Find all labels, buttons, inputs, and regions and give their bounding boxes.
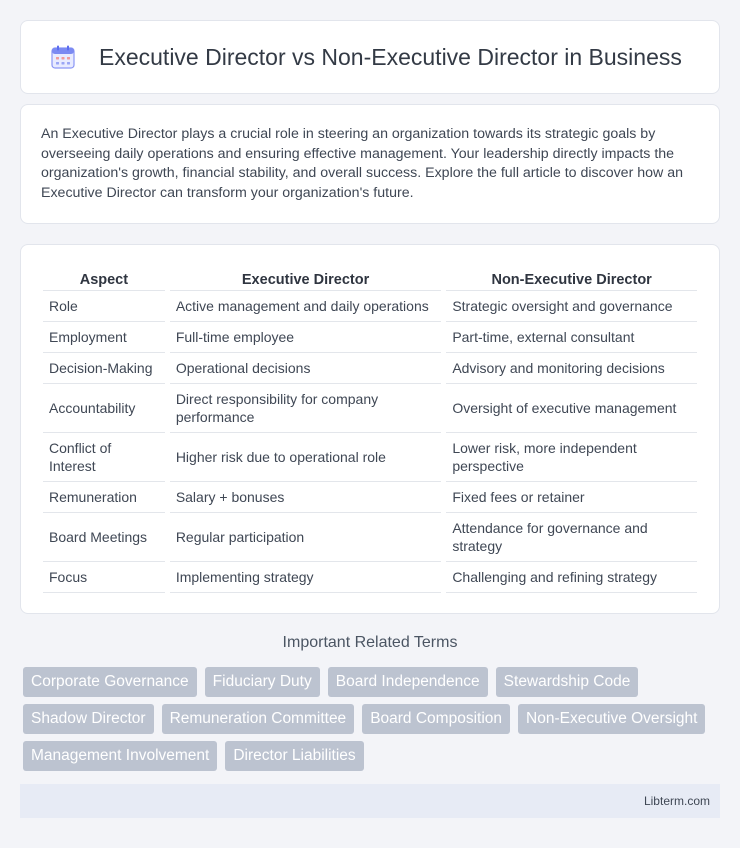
tag-row <box>23 667 723 697</box>
header-card <box>20 20 720 94</box>
row-executive: Direct responsibility for company performance <box>170 384 442 433</box>
row-non-executive: Lower risk, more independent perspective <box>446 433 697 482</box>
intro-text: An Executive Director plays a crucial role in steering an organization towards its strategic goals by overseeing daily operations and ensuring effective management. Your leadership directly impacts the organization's growth, financial stability, and overall success. Explore the full article to discover how an Executive Director can transform your organization's future. <box>41 126 683 201</box>
table-row <box>43 562 697 593</box>
table-row <box>43 482 697 513</box>
tag-stewardship-code[interactable]: Stewardship Code <box>496 667 639 697</box>
table-row <box>43 353 697 384</box>
intro-card <box>20 104 720 224</box>
tag-shadow-director[interactable]: Shadow Director <box>23 704 154 734</box>
table-row <box>43 513 697 562</box>
row-non-executive: Challenging and refining strategy <box>446 562 697 593</box>
row-aspect: Focus <box>43 562 165 593</box>
row-non-executive: Strategic oversight and governance <box>446 291 697 322</box>
row-aspect: Accountability <box>43 384 165 433</box>
comparison-table <box>38 265 702 593</box>
row-executive: Active management and daily operations <box>170 291 442 322</box>
tag-management-involvement[interactable]: Management Involvement <box>23 741 217 771</box>
tag-board-independence[interactable]: Board Independence <box>328 667 488 697</box>
tag-remuneration-committee[interactable]: Remuneration Committee <box>162 704 355 734</box>
comparison-card <box>20 244 720 614</box>
row-aspect: Remuneration <box>43 482 165 513</box>
footer-site-link[interactable]: Libterm.com <box>643 794 710 808</box>
page-title: Executive Director vs Non-Executive Director in Business <box>99 43 682 70</box>
row-executive: Operational decisions <box>170 353 442 384</box>
table-row <box>43 384 697 433</box>
tag-board-composition[interactable]: Board Composition <box>362 704 510 734</box>
table-row <box>43 433 697 482</box>
row-executive: Full-time employee <box>170 322 442 353</box>
row-aspect: Board Meetings <box>43 513 165 562</box>
row-non-executive: Part-time, external consultant <box>446 322 697 353</box>
row-non-executive: Oversight of executive management <box>446 384 697 433</box>
header-aspect: Aspect <box>43 265 165 291</box>
tag-fiduciary-duty[interactable]: Fiduciary Duty <box>205 667 320 697</box>
row-executive: Implementing strategy <box>170 562 442 593</box>
row-executive: Higher risk due to operational role <box>170 433 442 482</box>
tag-corporate-governance[interactable]: Corporate Governance <box>23 667 197 697</box>
related-terms-tags <box>23 667 723 778</box>
row-non-executive: Fixed fees or retainer <box>446 482 697 513</box>
row-non-executive: Advisory and monitoring decisions <box>446 353 697 384</box>
table-row <box>43 291 697 322</box>
row-non-executive: Attendance for governance and strategy <box>446 513 697 562</box>
header-non-executive: Non-Executive Director <box>446 265 697 291</box>
row-aspect: Role <box>43 291 165 322</box>
tag-row <box>23 704 723 734</box>
tag-row <box>23 741 723 771</box>
calendar-icon <box>49 43 77 71</box>
header-executive: Executive Director <box>170 265 442 291</box>
row-aspect: Conflict of Interest <box>43 433 165 482</box>
related-terms-title: Important Related Terms <box>282 634 458 651</box>
row-executive: Salary + bonuses <box>170 482 442 513</box>
table-row <box>43 322 697 353</box>
tag-director-liabilities[interactable]: Director Liabilities <box>225 741 363 771</box>
row-executive: Regular participation <box>170 513 442 562</box>
row-aspect: Employment <box>43 322 165 353</box>
footer <box>20 784 720 818</box>
row-aspect: Decision-Making <box>43 353 165 384</box>
tag-non-executive-oversight[interactable]: Non-Executive Oversight <box>518 704 705 734</box>
